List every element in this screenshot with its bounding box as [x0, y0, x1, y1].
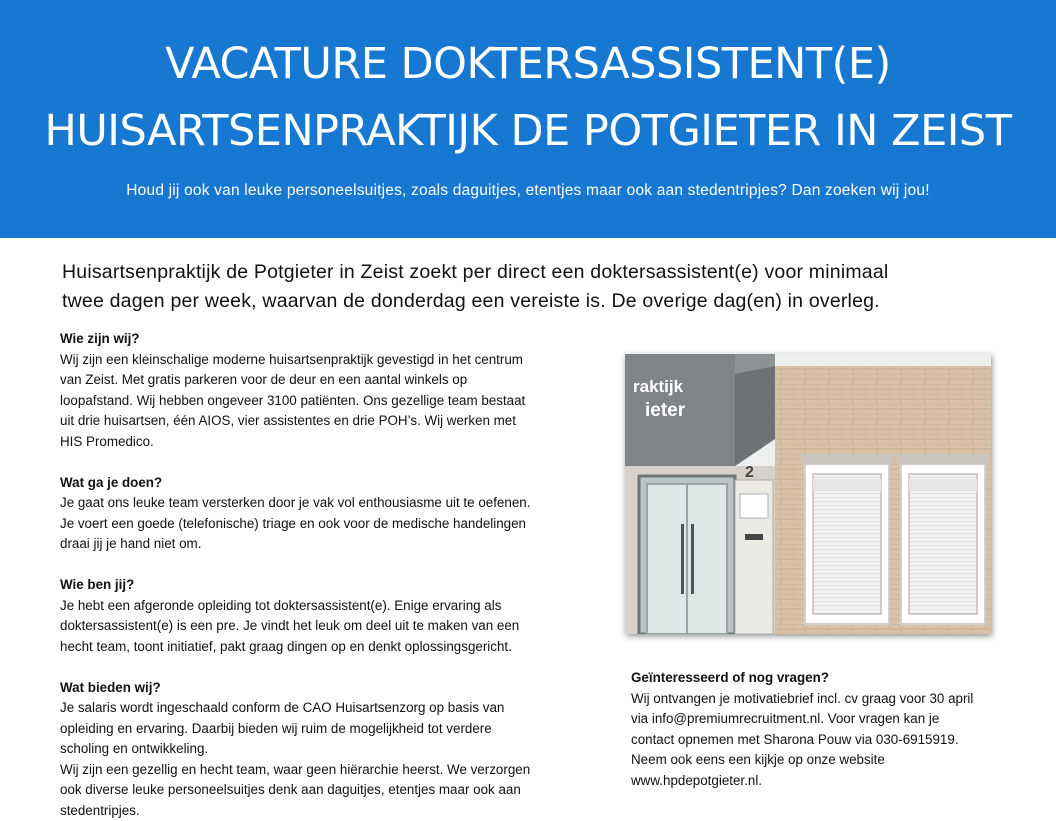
section-line: ook diverse leuke personeelsuitjes denk aan daguitjes, etentjes maar ook aan	[60, 780, 620, 801]
contact-section	[631, 668, 1051, 791]
section-line: uit drie huisartsen, één AIOS, vier assistentes en drie POH’s. Wij werken met	[60, 411, 620, 432]
section-line: Je gaat ons leuke team versterken door je vak vol enthousiasme uit te oefenen.	[60, 493, 620, 514]
section-line: Wij zijn een kleinschalige moderne huisartsenpraktijk gevestigd in het centrum	[60, 350, 620, 371]
section-heading: Wie zijn wij?	[60, 329, 620, 350]
section-line: hecht team, toont initiatief, pakt graag dingen op en denkt oplossingsgericht.	[60, 637, 620, 658]
contact-phone-line: contact opnemen met Sharona Pouw via 030-6915919.	[631, 730, 1051, 751]
section-line: doktersassistent(e) is een pre. Je vindt het leuk om deel uit te maken van een	[60, 616, 620, 637]
section-line: scholing en ontwikkeling.	[60, 739, 620, 760]
section-heading: Geïnteresseerd of nog vragen?	[631, 668, 1051, 689]
section-wat-bieden-wij	[60, 678, 620, 821]
title-line-1: VACATURE DOKTERSASSISTENT(E)	[0, 43, 1056, 86]
section-line: Je hebt een afgeronde opleiding tot doktersassistent(e). Enige ervaring als	[60, 596, 620, 617]
section-line: stedentripjes.	[60, 801, 620, 821]
section-line: Wij zijn een gezellig en hecht team, waar geen hiërarchie heerst. We verzorgen	[60, 760, 620, 781]
intro-line: Huisartsenpraktijk de Potgieter in Zeist zoekt per direct een doktersassistent(e) voor minimaal	[62, 258, 1042, 287]
contact-email-line: via info@premiumrecruitment.nl. Voor vragen kan je	[631, 709, 1051, 730]
section-line: opleiding en ervaring. Daarbij bieden wij ruim de mogelijkheid tot verdere	[60, 719, 620, 740]
intro-line: twee dagen per week, waarvan de donderdag een vereiste is. De overige dag(en) in overleg.	[62, 287, 1042, 316]
header-banner	[0, 0, 1056, 238]
section-heading: Wat bieden wij?	[60, 678, 620, 699]
section-wie-zijn-wij	[60, 329, 620, 452]
section-line: Neem ook eens een kijkje op onze website	[631, 750, 1051, 771]
section-heading: Wat ga je doen?	[60, 473, 620, 494]
section-line: van Zeist. Met gratis parkeren voor de deur en een aantal winkels op	[60, 370, 620, 391]
section-line: HIS Promedico.	[60, 432, 620, 453]
sign-text: ieter	[645, 400, 686, 421]
section-wat-ga-je-doen	[60, 473, 620, 555]
title-line-2: HUISARTSENPRAKTIJK DE POTGIETER IN ZEIST	[0, 110, 1056, 153]
section-line: Wij ontvangen je motivatiebrief incl. cv graag voor 30 april	[631, 689, 1051, 710]
house-number: 2	[745, 464, 754, 481]
website-line: www.hpdepotgieter.nl.	[631, 771, 1051, 792]
section-line: Je voert een goede (telefonische) triage en ook voor de medische handelingen	[60, 514, 620, 535]
section-line: loopafstand. Wij hebben ongeveer 3100 patiënten. Ons gezellige team bestaat	[60, 391, 620, 412]
intro-text	[62, 258, 1042, 316]
section-wie-ben-jij	[60, 575, 620, 657]
left-column	[60, 329, 620, 821]
banner-subtitle: Houd jij ook van leuke personeelsuitjes, zoals daguitjes, etentjes maar ook aan stedentripjes? Dan zoeken wij jou!	[0, 182, 1056, 200]
practice-building-photo	[625, 354, 991, 634]
sign-text: raktijk	[633, 377, 684, 396]
section-line: Je salaris wordt ingeschaald conform de CAO Huisartsenzorg op basis van	[60, 698, 620, 719]
section-heading: Wie ben jij?	[60, 575, 620, 596]
section-line: draai jij je hand niet om.	[60, 534, 620, 555]
